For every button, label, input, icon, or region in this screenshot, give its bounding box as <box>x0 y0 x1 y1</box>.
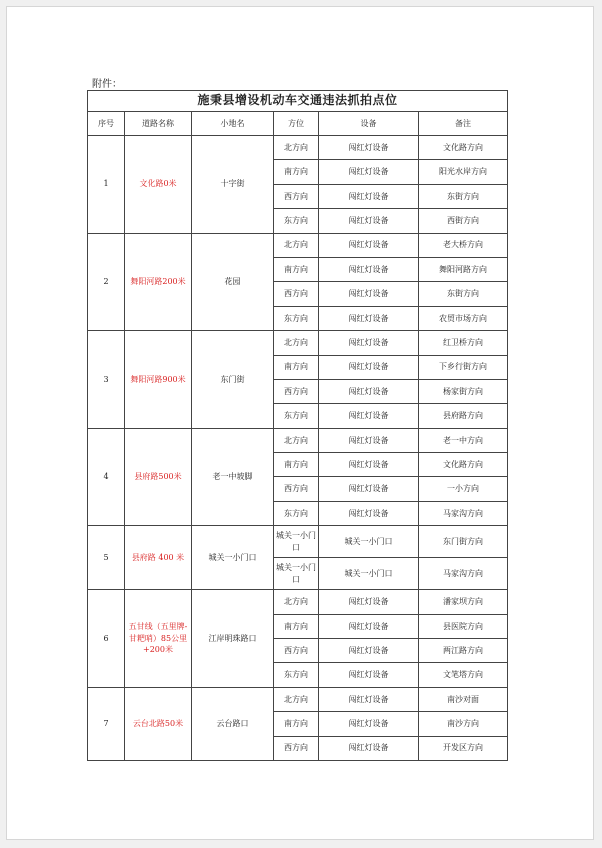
direction-cell: 西方向 <box>274 477 319 501</box>
header-row <box>88 112 508 136</box>
table-row <box>88 526 508 558</box>
note-cell: 南沙方向 <box>419 712 508 736</box>
device-cell: 闯红灯设备 <box>319 639 419 663</box>
header-no: 序号 <box>88 112 125 136</box>
note-cell: 文化路方向 <box>419 136 508 160</box>
direction-cell: 南方向 <box>274 614 319 638</box>
annex-label: 附件： <box>92 79 122 90</box>
header-device: 设备 <box>319 112 419 136</box>
direction-cell: 城关一小门口 <box>274 526 319 558</box>
device-cell: 闯红灯设备 <box>319 404 419 428</box>
note-cell: 潘家坝方向 <box>419 590 508 614</box>
road-name-cell: 云台北路50米 <box>125 687 192 760</box>
direction-cell: 东方向 <box>274 501 319 525</box>
device-cell: 闯红灯设备 <box>319 590 419 614</box>
direction-cell: 北方向 <box>274 331 319 355</box>
direction-cell: 北方向 <box>274 136 319 160</box>
table-row <box>88 331 508 355</box>
place-name-cell: 云台路口 <box>192 687 274 760</box>
direction-cell: 西方向 <box>274 639 319 663</box>
place-name-cell: 江岸明珠路口 <box>192 590 274 688</box>
note-cell: 两江路方向 <box>419 639 508 663</box>
direction-cell: 南方向 <box>274 712 319 736</box>
device-cell: 闯红灯设备 <box>319 136 419 160</box>
device-cell: 闯红灯设备 <box>319 282 419 306</box>
note-cell: 马家沟方向 <box>419 501 508 525</box>
device-cell: 闯红灯设备 <box>319 331 419 355</box>
note-cell: 舞阳河路方向 <box>419 257 508 281</box>
table-row <box>88 428 508 452</box>
direction-cell: 城关一小门口 <box>274 558 319 590</box>
note-cell: 文笔塔方向 <box>419 663 508 687</box>
table-row <box>88 233 508 257</box>
device-cell: 闯红灯设备 <box>319 453 419 477</box>
table-row <box>88 136 508 160</box>
device-cell: 闯红灯设备 <box>319 712 419 736</box>
direction-cell: 东方向 <box>274 404 319 428</box>
table-body <box>88 136 508 761</box>
direction-cell: 南方向 <box>274 160 319 184</box>
note-cell: 下乡行街方向 <box>419 355 508 379</box>
road-name-cell: 县府路500米 <box>125 428 192 526</box>
note-cell: 马家沟方向 <box>419 558 508 590</box>
direction-cell: 东方向 <box>274 306 319 330</box>
table-row <box>88 687 508 711</box>
place-name-cell: 老一中坡脚 <box>192 428 274 526</box>
group-no-cell: 7 <box>88 687 125 760</box>
place-name-cell: 城关一小门口 <box>192 526 274 590</box>
road-name-cell: 文化路0米 <box>125 136 192 234</box>
direction-cell: 西方向 <box>274 379 319 403</box>
device-cell: 闯红灯设备 <box>319 209 419 233</box>
device-cell: 闯红灯设备 <box>319 614 419 638</box>
direction-cell: 南方向 <box>274 257 319 281</box>
device-cell: 闯红灯设备 <box>319 355 419 379</box>
note-cell: 东街方向 <box>419 184 508 208</box>
enforcement-points-table <box>87 90 508 761</box>
direction-cell: 东方向 <box>274 209 319 233</box>
direction-cell: 西方向 <box>274 282 319 306</box>
road-name-cell: 舞阳河路200米 <box>125 233 192 331</box>
device-cell: 闯红灯设备 <box>319 160 419 184</box>
device-cell: 闯红灯设备 <box>319 257 419 281</box>
note-cell: 东街方向 <box>419 282 508 306</box>
device-cell: 城关一小门口 <box>319 558 419 590</box>
note-cell: 老大桥方向 <box>419 233 508 257</box>
header-direction: 方位 <box>274 112 319 136</box>
note-cell: 南沙对面 <box>419 687 508 711</box>
note-cell: 红卫桥方向 <box>419 331 508 355</box>
note-cell: 农贸市场方向 <box>419 306 508 330</box>
device-cell: 闯红灯设备 <box>319 428 419 452</box>
note-cell: 一小方向 <box>419 477 508 501</box>
direction-cell: 北方向 <box>274 687 319 711</box>
direction-cell: 南方向 <box>274 355 319 379</box>
note-cell: 开发区方向 <box>419 736 508 760</box>
group-no-cell: 2 <box>88 233 125 331</box>
note-cell: 阳光水岸方向 <box>419 160 508 184</box>
header-road: 道路名称 <box>125 112 192 136</box>
device-cell: 闯红灯设备 <box>319 379 419 403</box>
table-row <box>88 590 508 614</box>
note-cell: 县府路方向 <box>419 404 508 428</box>
device-cell: 闯红灯设备 <box>319 233 419 257</box>
note-cell: 老一中方向 <box>419 428 508 452</box>
group-no-cell: 1 <box>88 136 125 234</box>
device-cell: 闯红灯设备 <box>319 663 419 687</box>
device-cell: 闯红灯设备 <box>319 687 419 711</box>
direction-cell: 北方向 <box>274 428 319 452</box>
road-name-cell: 五甘线（五里牌-甘耙哨）85公里+200米 <box>125 590 192 688</box>
direction-cell: 南方向 <box>274 453 319 477</box>
group-no-cell: 3 <box>88 331 125 429</box>
note-cell: 县医院方向 <box>419 614 508 638</box>
group-no-cell: 5 <box>88 526 125 590</box>
group-no-cell: 4 <box>88 428 125 526</box>
device-cell: 闯红灯设备 <box>319 184 419 208</box>
group-no-cell: 6 <box>88 590 125 688</box>
place-name-cell: 十字街 <box>192 136 274 234</box>
road-name-cell: 县府路 400 米 <box>125 526 192 590</box>
device-cell: 闯红灯设备 <box>319 306 419 330</box>
device-cell: 闯红灯设备 <box>319 501 419 525</box>
note-cell: 杨家街方向 <box>419 379 508 403</box>
direction-cell: 东方向 <box>274 663 319 687</box>
road-name-cell: 舞阳河路900米 <box>125 331 192 429</box>
direction-cell: 北方向 <box>274 233 319 257</box>
direction-cell: 北方向 <box>274 590 319 614</box>
device-cell: 闯红灯设备 <box>319 736 419 760</box>
table-title: 施秉县增设机动车交通违法抓拍点位 <box>88 91 508 112</box>
direction-cell: 西方向 <box>274 184 319 208</box>
device-cell: 闯红灯设备 <box>319 477 419 501</box>
note-cell: 西街方向 <box>419 209 508 233</box>
device-cell: 城关一小门口 <box>319 526 419 558</box>
note-cell: 文化路方向 <box>419 453 508 477</box>
note-cell: 东门街方向 <box>419 526 508 558</box>
place-name-cell: 花园 <box>192 233 274 331</box>
place-name-cell: 东门街 <box>192 331 274 429</box>
header-note: 备注 <box>419 112 508 136</box>
direction-cell: 西方向 <box>274 736 319 760</box>
header-place: 小地名 <box>192 112 274 136</box>
